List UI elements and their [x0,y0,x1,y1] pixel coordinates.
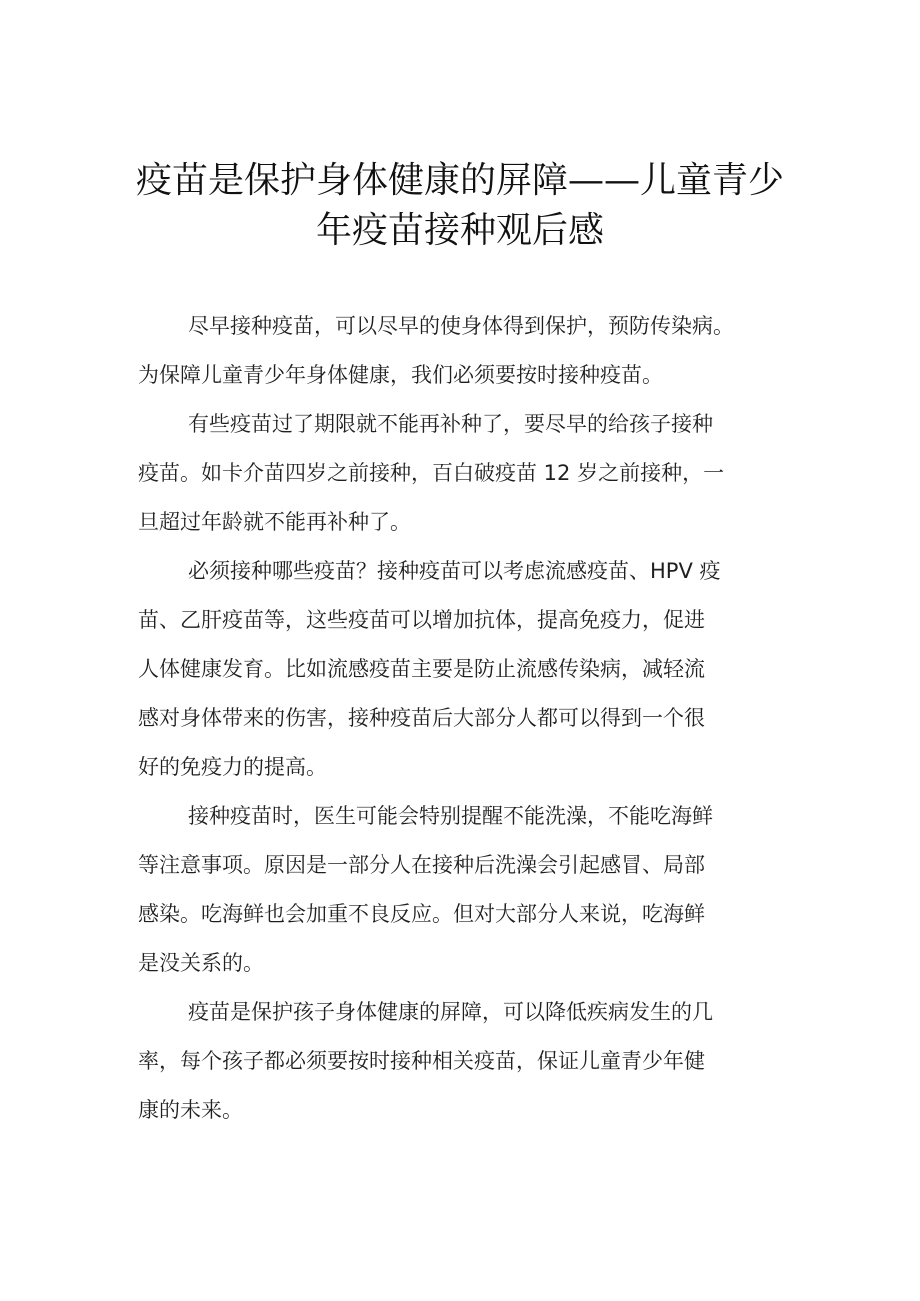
paragraph-line: 必须接种哪些疫苗？接种疫苗可以考虑流感疫苗、HPV 疫 [188,559,721,583]
paragraph-line: 好的免疫力的提高。 [138,755,327,779]
paragraph-line: 有些疫苗过了期限就不能再补种了，要尽早的给孩子接种 [188,412,713,436]
paragraph-line: 感对身体带来的伤害，接种疫苗后大部分人都可以得到一个很 [138,706,705,730]
paragraph-line: 疫苗是保护孩子身体健康的屏障，可以降低疾病发生的几 [188,1000,713,1024]
paragraph-line: 人体健康发育。比如流感疫苗主要是防止流感传染病，减轻流 [138,657,705,681]
paragraph-line: 为保障儿童青少年身体健康，我们必须要按时接种疫苗。 [138,363,663,387]
paragraph-5 [138,988,788,1135]
paragraph-3 [138,547,788,792]
paragraph-line: 率，每个孩子都必须要按时接种相关疫苗，保证儿童青少年健 [138,1049,705,1073]
paragraph-line: 是没关系的。 [138,951,264,975]
document-title-line-2: 年疫苗接种观后感 [315,210,604,251]
paragraph-line: 尽早接种疫苗，可以尽早的使身体得到保护，预防传染病。 [188,314,734,338]
paragraph-line: 康的未来。 [138,1098,243,1122]
document-title-line-1: 疫苗是保护身体健康的屏障——儿童青少 [135,160,784,201]
paragraph-line: 苗、乙肝疫苗等，这些疫苗可以增加抗体，提高免疫力，促进 [138,608,705,632]
paragraph-line: 旦超过年龄就不能再补种了。 [138,510,411,534]
paragraph-4 [138,792,788,988]
paragraph-line: 等注意事项。原因是一部分人在接种后洗澡会引起感冒、局部 [138,853,705,877]
document-body [138,302,788,1135]
paragraph-1 [138,302,788,400]
paragraph-2 [138,400,788,547]
paragraph-line: 接种疫苗时，医生可能会特别提醒不能洗澡，不能吃海鲜 [188,804,713,828]
paragraph-line: 感染。吃海鲜也会加重不良反应。但对大部分人来说，吃海鲜 [138,902,705,926]
paragraph-line: 疫苗。如卡介苗四岁之前接种，百白破疫苗 12 岁之前接种，一 [138,461,725,485]
